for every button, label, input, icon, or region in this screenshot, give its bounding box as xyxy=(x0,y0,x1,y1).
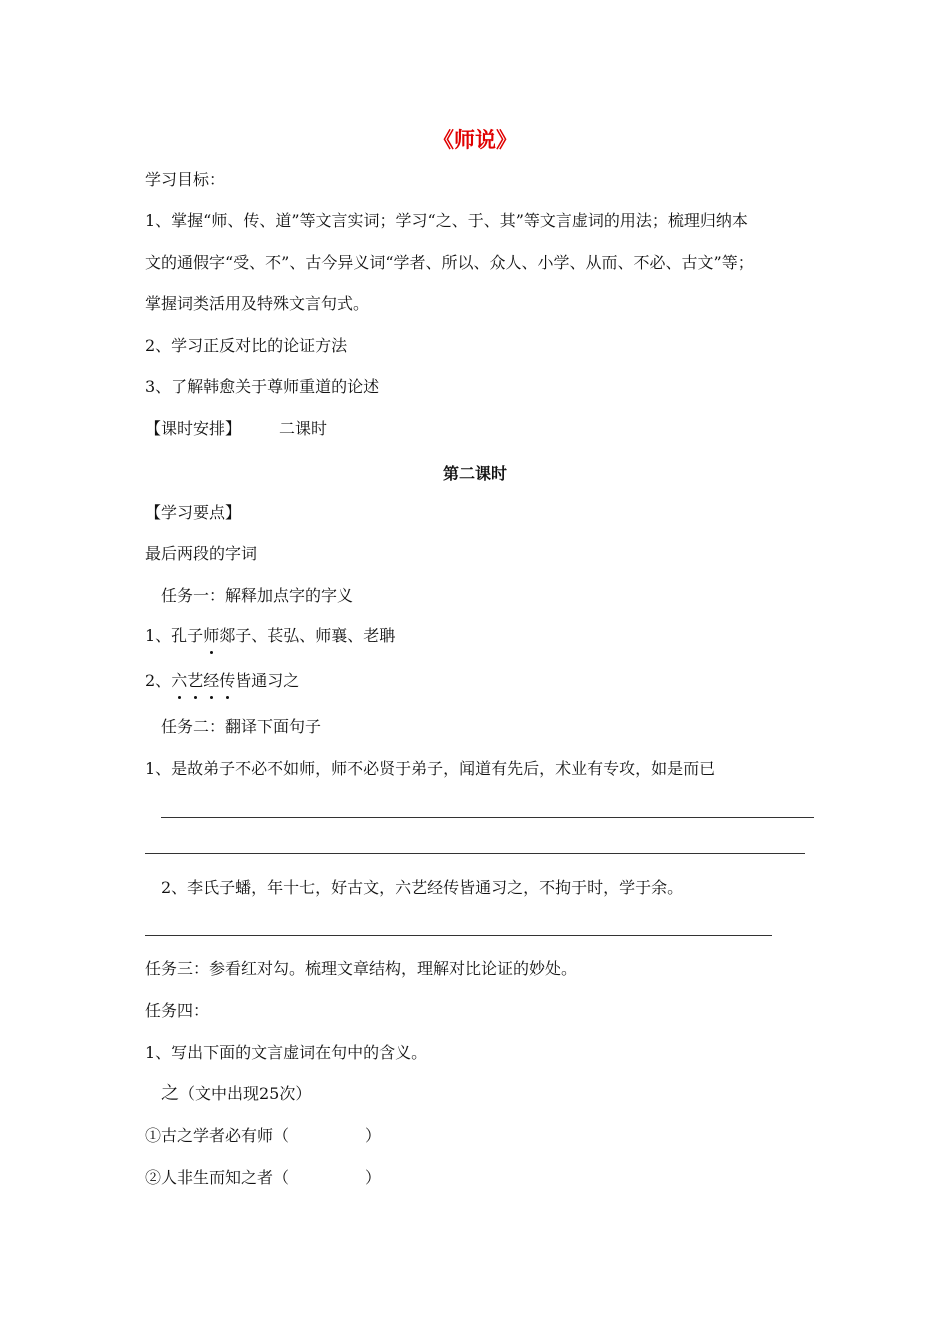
task4-title: 任务四： xyxy=(145,1001,210,1020)
answer-line[interactable] xyxy=(145,935,772,936)
dotted-char: 六 xyxy=(171,671,188,690)
task2-title: 任务二：翻译下面句子 xyxy=(161,717,322,736)
schedule-row xyxy=(145,419,327,439)
document-title: 《师说》 xyxy=(433,128,517,152)
objective-1-line-3: 掌握词类活用及特殊文言句式。 xyxy=(145,294,370,313)
example-2: ②人非生而知之者（ ） xyxy=(145,1168,382,1187)
dotted-char: 艺 xyxy=(187,671,204,690)
objective-1-line-2: 文的通假字“受、不”、古今异义词“学者、所以、众人、小学、从而、不必、古文”等； xyxy=(145,253,754,272)
zhi-heading xyxy=(161,1084,311,1104)
task1-question-1: 1、孔子师郯子、苌弘、师襄、老聃 xyxy=(145,626,396,645)
key-points-label: 【学习要点】 xyxy=(145,503,242,522)
dotted-char: 师 xyxy=(203,626,220,645)
schedule-value: 二课时 xyxy=(279,419,328,438)
key-points-text: 最后两段的字词 xyxy=(145,544,258,563)
task1-title: 任务一：解释加点字的字义 xyxy=(161,586,354,605)
schedule-label: 【课时安排】 xyxy=(145,419,242,438)
task2-sentence-1: 1、是故弟子不必不如师，师不必贤于弟子，闻道有先后，术业有专攻，如是而已 xyxy=(145,759,716,778)
task1-question-2: 2、六艺经传皆通习之 xyxy=(145,671,300,690)
dotted-char: 传 xyxy=(219,671,236,690)
answer-line[interactable] xyxy=(161,817,814,818)
objectives-heading: 学习目标： xyxy=(145,170,226,189)
example-1: ①古之学者必有师（ ） xyxy=(145,1126,382,1145)
task3: 任务三：参看红对勾。梳理文章结构，理解对比论证的妙处。 xyxy=(145,959,578,978)
task4-question-1: 1、写出下面的文言虚词在句中的含义。 xyxy=(145,1043,428,1062)
lesson-title: 第二课时 xyxy=(442,464,507,483)
task2-sentence-2: 2、李氏子蟠，年十七，好古文，六艺经传皆通习之，不拘于时，学于余。 xyxy=(161,878,684,897)
zhi-char: 之 xyxy=(161,1083,179,1104)
zhi-note: （文中出现25次） xyxy=(179,1084,312,1103)
objective-1-line-1: 1、掌握“师、传、道”等文言实词；学习“之、于、其”等文言虚词的用法；梳理归纳本 xyxy=(145,211,748,230)
answer-line[interactable] xyxy=(145,853,805,854)
objective-3: 3、了解韩愈关于尊师重道的论述 xyxy=(145,377,380,396)
objective-2: 2、学习正反对比的论证方法 xyxy=(145,336,348,355)
dotted-char: 经 xyxy=(203,671,220,690)
